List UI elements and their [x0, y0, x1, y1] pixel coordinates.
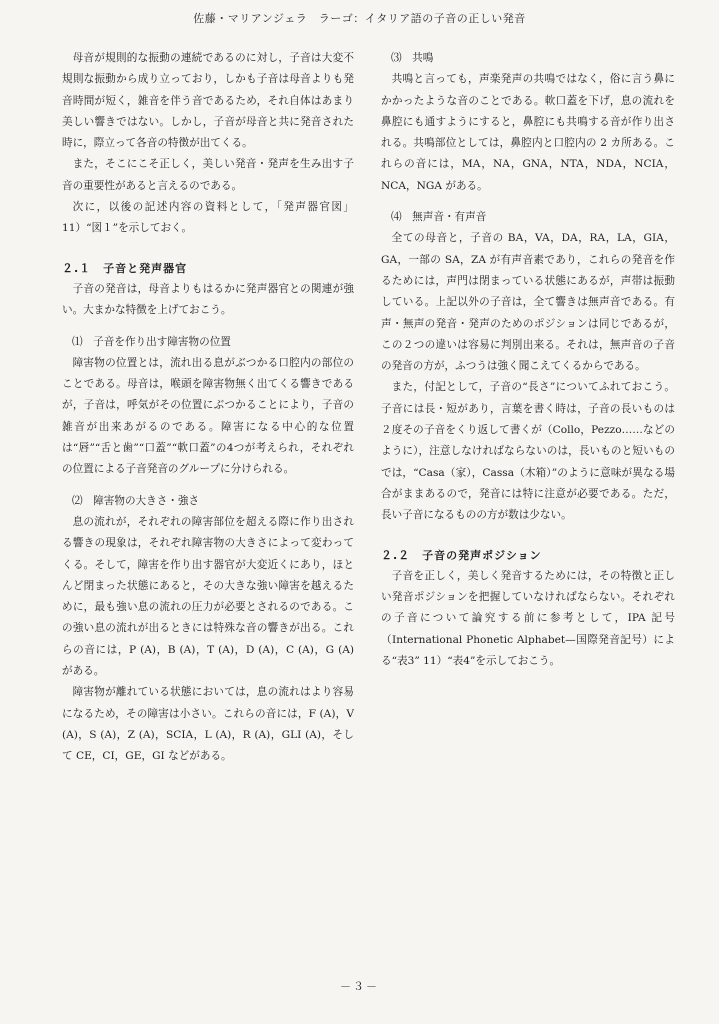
paragraph: 全ての母音と，子音の BA，VA，DA，RA，LA，GIA，GA，一部の SA，ZA が有声音素であり，これらの発音を作るためには，声門は閉まっている状態にあるが，声帯は振動している。上記以外の子音は，全て響きは無声音である。有声・無声の発音・発声のためのポジションは同じであるが，この２つの違いは容易に判別出来る。それは，無声音の子音の発音の方が，ふつうは強く聞こえてくるからである。: [381, 232, 675, 373]
subsection-heading: ⑷ 無声音・有声音: [391, 211, 487, 224]
paragraph: 母音が規則的な振動の連続であるのに対し，子音は大変不規則な振動から成り立っており，しかも子音は母音よりも発音時間が短く，雑音を伴う音であるため，それ自体はあまり美しい響きではない。しかし，子音が母音と共に発音された時に，際立って各音の特徴が出てくる。: [62, 52, 354, 150]
section-heading: ２.２ 子音の発声ポジション: [381, 548, 542, 562]
paragraph: 子音の発音は，母音よりもはるかに発声器官との関連が強い。大まかな特徴を上げておこう。: [62, 282, 354, 317]
page-number: －３－: [340, 980, 379, 993]
paragraph: 共鳴と言っても，声楽発声の共鳴ではなく，俗に言う鼻にかかったような音のことである。軟口蓋を下げ，息の流れを鼻腔にも通すようにすると，鼻腔にも共鳴する音が作り出される。共鳴部位としては，鼻腔内と口腔内の 2 カ所ある。これらの音には，MA，NA，GNA，NTA，NDA，NCIA，NCA，NGA がある。: [381, 73, 675, 192]
subsection-heading: ⑶ 共鳴: [391, 52, 434, 64]
paragraph: 子音を正しく，美しく発音するためには，その特徴と正しい発音ポジションを把握していなければならない。それぞれの子音について論究する前に参考として，IPA 記号（International Phonetic Alphabet—国際発音記号）による“表3” 11）“表4”を示しておこう。: [381, 569, 675, 668]
section-heading: ２.１ 子音と発声器官: [62, 261, 188, 275]
paragraph: また，付記として，子音の“長さ”についてふれておこう。子音には長・短があり，言葉を書く時は，子音の長いものは２度その子音をくり返して書くが（Collo，Pezzo……などのように），注意しなければならないのは，長いものと短いものでは，“Casa（家），Cassa（木箱）”のように意味が異なる場合がままあるので，発音には特に注意が必要である。ただ，長い子音になるものの方が数は少ない。: [381, 381, 675, 522]
paragraph: 次に，以後の記述内容の資料として，「発声器官図」11）“図１”を示しておく。: [62, 201, 354, 235]
paragraph: 息の流れが，それぞれの障害部位を超える際に作り出される響きの現象は，それぞれ障害物の大きさによって変わってくる。そして，障害を作り出す器官が大変近くにあり，ほとんど閉まった状態にあると，その大きな強い障害を越えるために，最も強い息の流れの圧力が必要とされるのである。この強い息の流れが出るときには特殊な音の響きが出る。これらの音には，P (A)，B (A)，T (A)，D (A)，C (A)，G (A) がある。: [62, 515, 354, 678]
subsection-heading: ⑴ 子音を作り出す障害物の位置: [72, 335, 231, 348]
paragraph: 障害物の位置とは，流れ出る息がぶつかる口腔内の部位のことである。母音は，喉頭を障害物無く出てくる響きであるが，子音は，呼気がその位置にぶつかることにより，子音の雑音が出来あがるのである。障害になる中心的な位置は“唇”“舌と歯”“口蓋”“軟口蓋”の4つが考えられ，それぞれの位置による子音発音のグループに分けられる。: [62, 356, 354, 476]
right-column: [381, 48, 675, 672]
left-column: [62, 48, 354, 768]
paragraph: また，そこにこそ正しく，美しい発音・発声を生み出す子音の重要性があると言えるのである。: [62, 158, 354, 192]
running-header: 佐藤・マリアンジェラ ラーゴ：イタリア語の子音の正しい発音: [193, 12, 526, 25]
paragraph: 障害物が離れている状態においては，息の流れはより容易になるため，その障害は小さい。これらの音には，F (A)，V (A)，S (A)，Z (A)，SCIA，L (A)，R (A)，GLI (A)，そして CE，CI，GE，GI などがある。: [62, 686, 354, 763]
subsection-heading: ⑵ 障害物の大きさ・強さ: [72, 494, 200, 507]
